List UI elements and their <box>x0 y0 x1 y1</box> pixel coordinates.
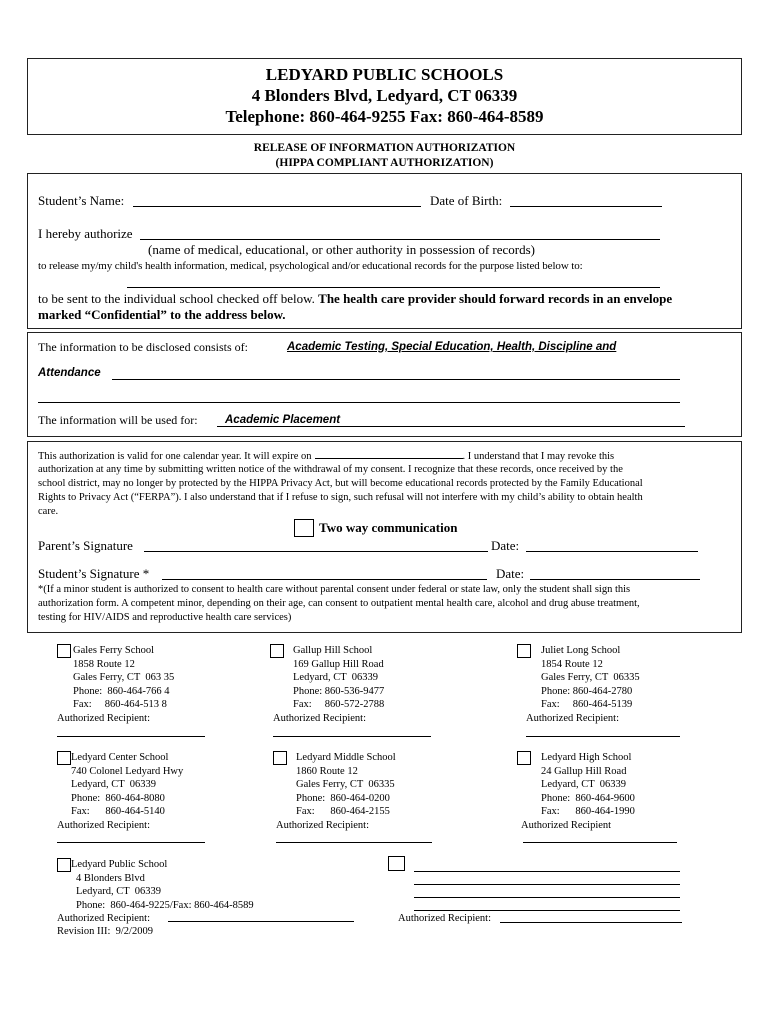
release-to-field[interactable] <box>127 287 660 288</box>
parent-date-label: Date: <box>491 538 520 553</box>
consent-line-4: Rights to Privacy Act (“FERPA”). I also understand that if I refuse to sign, such refusal will not interfere with my child’s ability to obtain health <box>38 492 643 503</box>
ledyard-public-checkbox[interactable] <box>57 858 71 872</box>
two-way-checkbox[interactable] <box>294 519 314 537</box>
student-sig-label: Student’s Signature * <box>38 566 150 581</box>
valid-line <box>38 449 614 464</box>
other-school-line-1[interactable] <box>414 871 680 872</box>
form-title-2: (HIPPA COMPLIANT AUTHORIZATION) <box>275 157 494 169</box>
gales-ferry-address: 1858 Route 12 Gales Ferry, CT 063 35 Phone: 860-464-766 4 Fax: 860-464-513 8 <box>73 659 175 710</box>
juliet-long-recipient-label: Authorized Recipient: <box>526 713 620 724</box>
form-title-1: RELEASE OF INFORMATION AUTHORIZATION <box>253 142 516 154</box>
gales-ferry-recipient-label: Authorized Recipient: <box>57 713 151 724</box>
other-school-checkbox[interactable] <box>388 856 405 871</box>
ledyard-high-name: Ledyard High School <box>541 752 632 763</box>
ledyard-high-recipient-field[interactable] <box>523 842 677 843</box>
parent-sig-field[interactable] <box>144 551 488 552</box>
disclosed-label: The information to be disclosed consists of: <box>38 340 248 354</box>
used-label: The information will be used for: <box>38 413 198 427</box>
ledyard-middle-address: 1860 Route 12 Gales Ferry, CT 06335 Phone: 860-464-0200 Fax: 860-464-2155 <box>296 766 395 817</box>
ledyard-center-checkbox[interactable] <box>57 751 71 765</box>
juliet-long-address: 1854 Route 12 Gales Ferry, CT 06335 Phone: 860-464-2780 Fax: 860-464-5139 <box>541 659 640 710</box>
other-school-line-2[interactable] <box>414 884 680 885</box>
consent-line-5: care. <box>38 506 59 517</box>
dob-field[interactable] <box>510 206 662 207</box>
ledyard-high-recipient-label: Authorized Recipient <box>521 820 612 831</box>
footnote-3: testing for HIV/AIDS and reproductive health care services) <box>38 612 292 623</box>
gallup-hill-checkbox[interactable] <box>270 644 284 658</box>
ledyard-public-recipient-field[interactable] <box>168 921 354 922</box>
student-sig-field[interactable] <box>162 579 487 580</box>
parent-sig-label: Parent’s Signature <box>38 538 133 553</box>
gales-ferry-recipient-field[interactable] <box>57 736 205 737</box>
consent-line-3: school district, may no longer by protected by the HIPPA Privacy Act, but will become educational records protected by the Family Educational <box>38 478 643 489</box>
disclosed-field-line-1[interactable] <box>112 379 680 380</box>
ledyard-high-address: 24 Gallup Hill Road Ledyard, CT 06339 Phone: 860-464-9600 Fax: 860-464-1990 <box>541 766 635 817</box>
other-school-line-4[interactable] <box>414 910 680 911</box>
other-school-line-3[interactable] <box>414 897 680 898</box>
authority-caption: (name of medical, educational, or other authority in possession of records) <box>148 242 535 257</box>
student-date-field[interactable] <box>530 579 700 580</box>
used-value: Academic Placement <box>225 414 341 426</box>
expire-field[interactable] <box>315 449 463 459</box>
disclosed-value-1: Academic Testing, Special Education, Health, Discipline and <box>287 341 617 353</box>
sent-text-bold: The health care provider should forward records in an envelope <box>318 291 673 306</box>
other-recipient-field[interactable] <box>500 922 682 923</box>
ledyard-middle-checkbox[interactable] <box>273 751 287 765</box>
revision-text: Revision III: 9/2/2009 <box>57 926 153 937</box>
release-text: to release my/my child's health information, medical, psychological and/or educational records for the purpose listed below to: <box>38 260 583 272</box>
juliet-long-name: Juliet Long School <box>541 645 621 656</box>
ledyard-center-recipient-label: Authorized Recipient: <box>57 820 151 831</box>
ledyard-middle-recipient-field[interactable] <box>276 842 432 843</box>
gales-ferry-name: Gales Ferry School <box>73 645 155 656</box>
authorize-label: I hereby authorize <box>38 226 133 241</box>
parent-date-field[interactable] <box>526 551 698 552</box>
district-name: LEDYARD PUBLIC SCHOOLS <box>265 65 504 84</box>
sent-text-plain: to be sent to the individual school checked off below. <box>38 291 315 306</box>
footnote-1: *(If a minor student is authorized to consent to health care without parental consent under federal or state law, only the student shall sign this <box>38 584 631 595</box>
valid-text: This authorization is valid for one calendar year. It will expire on <box>38 451 312 462</box>
gales-ferry-checkbox[interactable] <box>57 644 71 658</box>
disclosed-value-2: Attendance <box>38 367 101 379</box>
ledyard-middle-name: Ledyard Middle School <box>296 752 396 763</box>
gallup-hill-name: Gallup Hill School <box>293 645 373 656</box>
sent-text-bold-2: marked “Confidential” to the address below. <box>38 307 286 322</box>
ledyard-middle-recipient-label: Authorized Recipient: <box>276 820 370 831</box>
footnote-2: authorization form. A competent minor, depending on their age, can consent to outpatient mental health care, alcohol and drug abuse treatment, <box>38 598 640 609</box>
understand-text: . I understand that I may revoke this <box>462 451 615 462</box>
sent-text <box>38 291 672 307</box>
district-address: 4 Blonders Blvd, Ledyard, CT 06339 <box>251 86 518 105</box>
district-phones: Telephone: 860-464-9255 Fax: 860-464-8589 <box>225 107 544 126</box>
ledyard-center-address: 740 Colonel Ledyard Hwy Ledyard, CT 06339 Phone: 860-464-8080 Fax: 860-464-5140 <box>71 766 184 817</box>
other-recipient-label: Authorized Recipient: <box>398 913 492 924</box>
ledyard-center-recipient-field[interactable] <box>57 842 205 843</box>
used-field-line[interactable] <box>217 426 685 427</box>
consent-line-2: authorization at any time by submitting written notice of the withdrawal of my consent. I recognize that these records, once received by the <box>38 464 623 475</box>
dob-label: Date of Birth: <box>430 193 503 208</box>
authority-field[interactable] <box>140 239 660 240</box>
disclosed-field-line-2[interactable] <box>38 402 680 403</box>
ledyard-center-name: Ledyard Center School <box>71 752 169 763</box>
juliet-long-recipient-field[interactable] <box>526 736 680 737</box>
gallup-hill-recipient-label: Authorized Recipient: <box>273 713 367 724</box>
ledyard-public-recipient-label: Authorized Recipient: <box>57 913 151 924</box>
two-way-label: Two way communication <box>319 520 458 535</box>
ledyard-high-checkbox[interactable] <box>517 751 531 765</box>
student-name-field[interactable] <box>133 206 421 207</box>
ledyard-public-name: Ledyard Public School <box>71 859 168 870</box>
juliet-long-checkbox[interactable] <box>517 644 531 658</box>
ledyard-public-address: 4 Blonders Blvd Ledyard, CT 06339 Phone: 860-464-9225/Fax: 860-464-8589 <box>76 873 254 911</box>
student-name-label: Student’s Name: <box>38 193 125 208</box>
gallup-hill-address: 169 Gallup Hill Road Ledyard, CT 06339 Phone: 860-536-9477 Fax: 860-572-2788 <box>293 659 385 710</box>
student-date-label: Date: <box>496 566 525 581</box>
gallup-hill-recipient-field[interactable] <box>273 736 431 737</box>
